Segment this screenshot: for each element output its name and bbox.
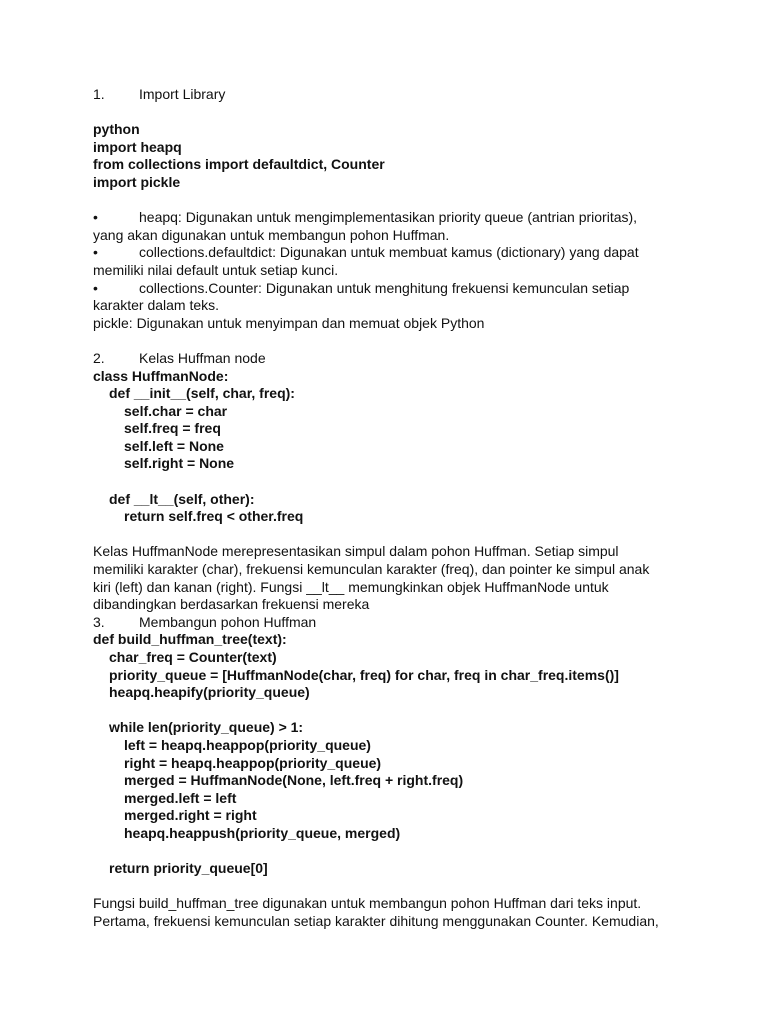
code-line: merged.left = left <box>124 789 237 806</box>
section-title: Membangun pohon Huffman <box>139 613 317 630</box>
bullet-marker: • <box>93 209 98 226</box>
code-line: self.char = char <box>124 402 228 419</box>
code-line: self.freq = freq <box>124 420 221 437</box>
section-number: 3. <box>93 613 105 630</box>
bullet-text: collections.defaultdict: Digunakan untuk membuat kamus (dictionary) yang dapat <box>139 244 639 261</box>
code-line: priority_queue = [HuffmanNode(char, freq) for char, freq in char_freq.items()] <box>109 666 619 683</box>
document-page <box>93 86 683 931</box>
body-text: dibandingkan berdasarkan frekuensi mereka <box>93 596 370 613</box>
bullet-item <box>93 244 683 262</box>
body-text: pickle: Digunakan untuk menyimpan dan memuat objek Python <box>93 314 485 331</box>
section-title: Import Library <box>139 86 226 102</box>
bullet-text-continued: karakter dalam teks. <box>93 297 220 314</box>
code-line: left = heapq.heappop(priority_queue) <box>124 736 371 753</box>
body-text: Fungsi build_huffman_tree digunakan untuk membangun pohon Huffman dari teks input. <box>93 895 642 912</box>
section-2-heading <box>93 350 683 368</box>
bullet-marker: • <box>93 279 98 296</box>
code-line: return priority_queue[0] <box>109 860 268 877</box>
bullet-text-continued: memiliki nilai default untuk setiap kunci. <box>93 261 339 278</box>
code-line: def __init__(self, char, freq): <box>109 385 295 402</box>
section-number: 1. <box>93 86 105 102</box>
code-line: right = heapq.heappop(priority_queue) <box>124 754 382 771</box>
bullet-item <box>93 280 683 298</box>
bullet-text: collections.Counter: Digunakan untuk menghitung frekuensi kemunculan setiap <box>139 279 630 296</box>
code-line: python <box>93 121 140 138</box>
bullet-text: heapq: Digunakan untuk mengimplementasikan priority queue (antrian prioritas), <box>139 209 638 226</box>
code-line: char_freq = Counter(text) <box>109 649 277 665</box>
code-line: heapq.heappush(priority_queue, merged) <box>124 824 401 841</box>
body-text: Kelas HuffmanNode merepresentasikan simpul dalam pohon Huffman. Setiap simpul <box>93 543 619 560</box>
code-line: def __lt__(self, other): <box>109 490 255 507</box>
bullet-marker: • <box>93 244 98 261</box>
bullet-item <box>93 209 683 227</box>
section-number: 2. <box>93 349 105 366</box>
body-text: kiri (left) dan kanan (right). Fungsi __lt__ memungkinkan objek HuffmanNode untuk <box>93 578 609 595</box>
section-3-heading <box>93 614 683 632</box>
code-line: from collections import defaultdict, Counter <box>93 156 385 173</box>
code-line: while len(priority_queue) > 1: <box>109 719 304 736</box>
bullet-text-continued: yang akan digunakan untuk membangun pohon Huffman. <box>93 226 450 243</box>
code-line: import heapq <box>93 138 182 155</box>
code-line: self.left = None <box>124 437 224 454</box>
section-1-heading <box>93 86 683 104</box>
code-line: merged.right = right <box>124 807 257 824</box>
body-text: Pertama, frekuensi kemunculan setiap karakter dihitung menggunakan Counter. Kemudian, <box>93 912 659 929</box>
section-title: Kelas Huffman node <box>139 349 266 366</box>
code-line: self.right = None <box>124 455 235 472</box>
code-line: class HuffmanNode: <box>93 367 229 384</box>
code-line: merged = HuffmanNode(None, left.freq + right.freq) <box>124 772 464 789</box>
body-text: memiliki karakter (char), frekuensi kemunculan karakter (freq), dan pointer ke simpul anak <box>93 561 650 578</box>
code-line: return self.freq < other.freq <box>124 508 304 525</box>
code-line: heapq.heapify(priority_queue) <box>109 684 310 701</box>
code-line: def build_huffman_tree(text): <box>93 631 287 648</box>
code-line: import pickle <box>93 173 181 190</box>
